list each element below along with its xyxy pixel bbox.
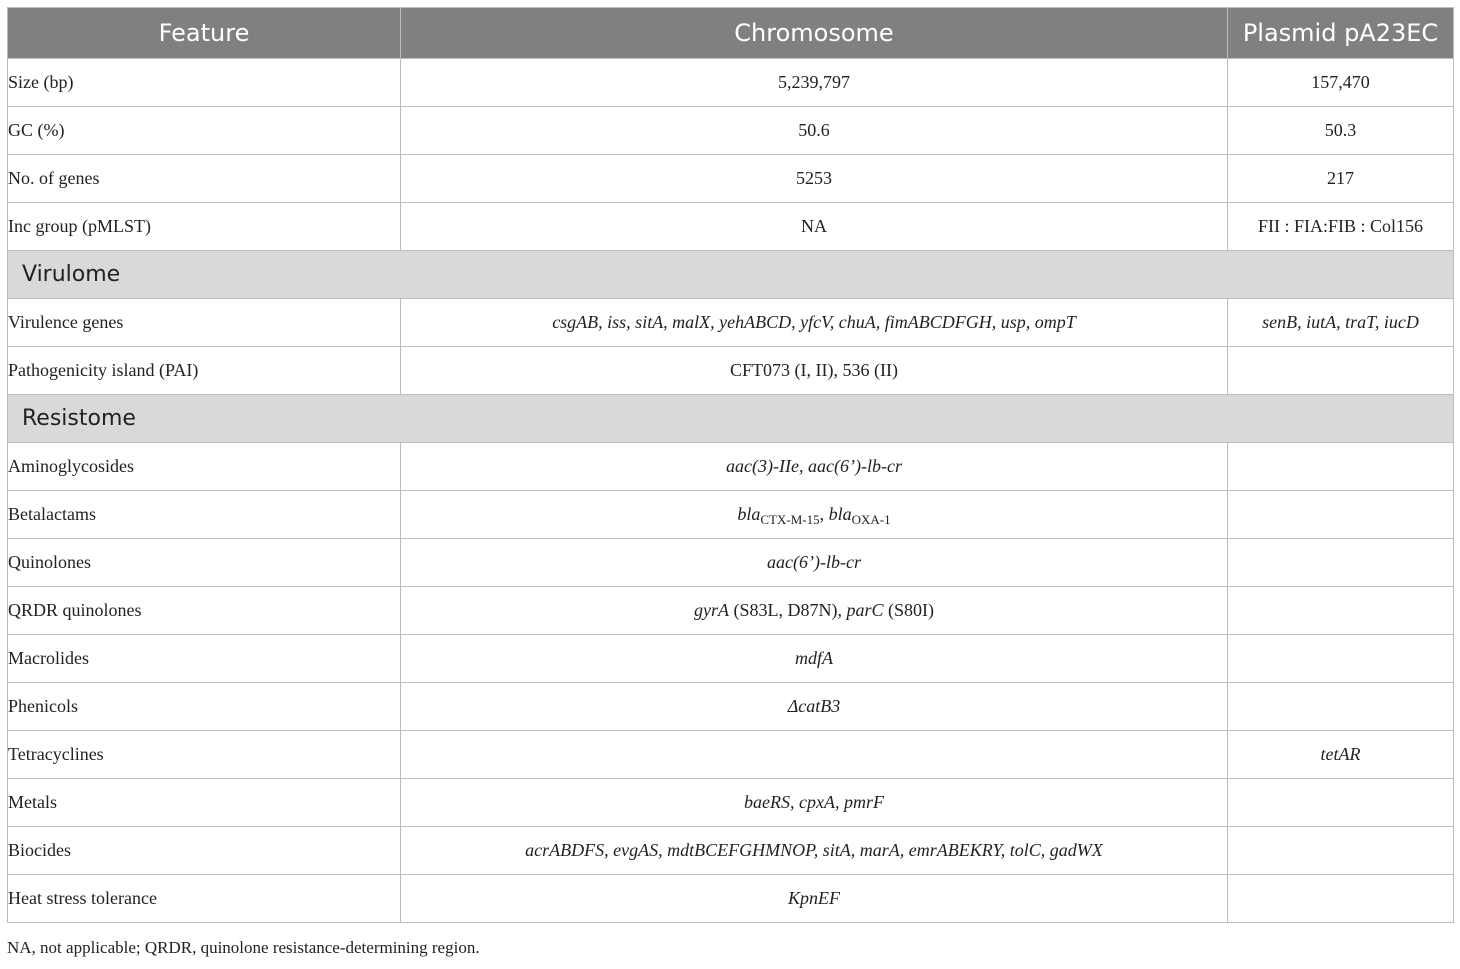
plasmid-cell <box>1228 539 1454 587</box>
header-chromosome: Chromosome <box>401 8 1228 59</box>
genome-features-table <box>7 7 1454 923</box>
feature-cell: Macrolides <box>8 635 401 683</box>
table-row-tetracyclines <box>8 731 1454 779</box>
header-plasmid: Plasmid pA23EC <box>1228 8 1454 59</box>
plasmid-cell <box>1228 827 1454 875</box>
gene-list: tetAR <box>1320 744 1361 764</box>
chromosome-cell <box>401 443 1228 491</box>
feature-cell: GC (%) <box>8 107 401 155</box>
section-title: Resistome <box>8 395 1454 443</box>
table-row-inc-group <box>8 203 1454 251</box>
table-header-row <box>8 8 1454 59</box>
chromosome-cell <box>401 491 1228 539</box>
chromosome-cell: NA <box>401 203 1228 251</box>
gene-name: bla <box>737 504 761 524</box>
gene-list: aac(6’)-lb-cr <box>767 552 861 572</box>
feature-cell: Biocides <box>8 827 401 875</box>
table-row-genes <box>8 155 1454 203</box>
chromosome-cell <box>401 587 1228 635</box>
plasmid-cell <box>1228 875 1454 923</box>
gene-list: senB, iutA, traT, iucD <box>1262 312 1419 332</box>
chromosome-cell <box>401 875 1228 923</box>
plasmid-cell <box>1228 587 1454 635</box>
gene-subscript: CTX-M-15 <box>760 512 820 527</box>
section-row-resistome <box>8 395 1454 443</box>
feature-cell: Metals <box>8 779 401 827</box>
gene-list: csgAB, iss, sitA, malX, yehABCD, yfcV, chuA, fimABCDFGH, usp, ompT <box>552 312 1076 332</box>
chromosome-cell: 5253 <box>401 155 1228 203</box>
chromosome-cell <box>401 683 1228 731</box>
gene-list: acrABDFS, evgAS, mdtBCEFGHMNOP, sitA, marA, emrABEKRY, tolC, gadWX <box>525 840 1103 860</box>
separator: , <box>819 504 829 524</box>
table-row-betalactams <box>8 491 1454 539</box>
feature-cell: Size (bp) <box>8 59 401 107</box>
chromosome-cell <box>401 299 1228 347</box>
plasmid-cell <box>1228 731 1454 779</box>
chromosome-cell <box>401 539 1228 587</box>
gene-list: ΔcatB3 <box>787 696 841 716</box>
table-row-heat-stress <box>8 875 1454 923</box>
table-row-macrolides <box>8 635 1454 683</box>
mutation-text: (S80I) <box>883 600 934 620</box>
table-row-virulence-genes <box>8 299 1454 347</box>
plasmid-cell <box>1228 347 1454 395</box>
plasmid-cell <box>1228 683 1454 731</box>
table-row-pai <box>8 347 1454 395</box>
table-row-size <box>8 59 1454 107</box>
table-row-qrdr-quinolones <box>8 587 1454 635</box>
chromosome-cell <box>401 731 1228 779</box>
table-row-biocides <box>8 827 1454 875</box>
gene-name: parC <box>846 600 884 620</box>
feature-cell: Betalactams <box>8 491 401 539</box>
table-row-phenicols <box>8 683 1454 731</box>
gene-list: aac(3)-IIe, aac(6’)-lb-cr <box>726 456 902 476</box>
feature-cell: Quinolones <box>8 539 401 587</box>
feature-cell: Pathogenicity island (PAI) <box>8 347 401 395</box>
gene-list: KpnEF <box>788 888 840 908</box>
feature-cell: Heat stress tolerance <box>8 875 401 923</box>
feature-cell: Tetracyclines <box>8 731 401 779</box>
chromosome-cell: 50.6 <box>401 107 1228 155</box>
gene-subscript: OXA-1 <box>851 512 891 527</box>
plasmid-cell <box>1228 635 1454 683</box>
plasmid-cell: 50.3 <box>1228 107 1454 155</box>
table-row-quinolones <box>8 539 1454 587</box>
plasmid-cell <box>1228 299 1454 347</box>
plasmid-cell: 217 <box>1228 155 1454 203</box>
section-row-virulome <box>8 251 1454 299</box>
feature-cell: Inc group (pMLST) <box>8 203 401 251</box>
feature-cell: Virulence genes <box>8 299 401 347</box>
table-footnote: NA, not applicable; QRDR, quinolone resistance-determining region. <box>7 938 480 957</box>
chromosome-cell: CFT073 (I, II), 536 (II) <box>401 347 1228 395</box>
feature-cell: Aminoglycosides <box>8 443 401 491</box>
feature-cell: Phenicols <box>8 683 401 731</box>
chromosome-cell: 5,239,797 <box>401 59 1228 107</box>
table-row-aminoglycosides <box>8 443 1454 491</box>
feature-cell: No. of genes <box>8 155 401 203</box>
table-row-gc <box>8 107 1454 155</box>
gene-list: mdfA <box>795 648 833 668</box>
plasmid-cell: FII : FIA:FIB : Col156 <box>1228 203 1454 251</box>
gene-name: bla <box>828 504 852 524</box>
gene-list: baeRS, cpxA, pmrF <box>744 792 884 812</box>
plasmid-cell <box>1228 443 1454 491</box>
plasmid-cell: 157,470 <box>1228 59 1454 107</box>
feature-cell: QRDR quinolones <box>8 587 401 635</box>
chromosome-cell <box>401 635 1228 683</box>
mutation-text: (S83L, D87N), <box>728 600 847 620</box>
plasmid-cell <box>1228 779 1454 827</box>
gene-name: gyrA <box>693 600 729 620</box>
header-feature: Feature <box>8 8 401 59</box>
table-row-metals <box>8 779 1454 827</box>
plasmid-cell <box>1228 491 1454 539</box>
section-title: Virulome <box>8 251 1454 299</box>
chromosome-cell <box>401 827 1228 875</box>
chromosome-cell <box>401 779 1228 827</box>
